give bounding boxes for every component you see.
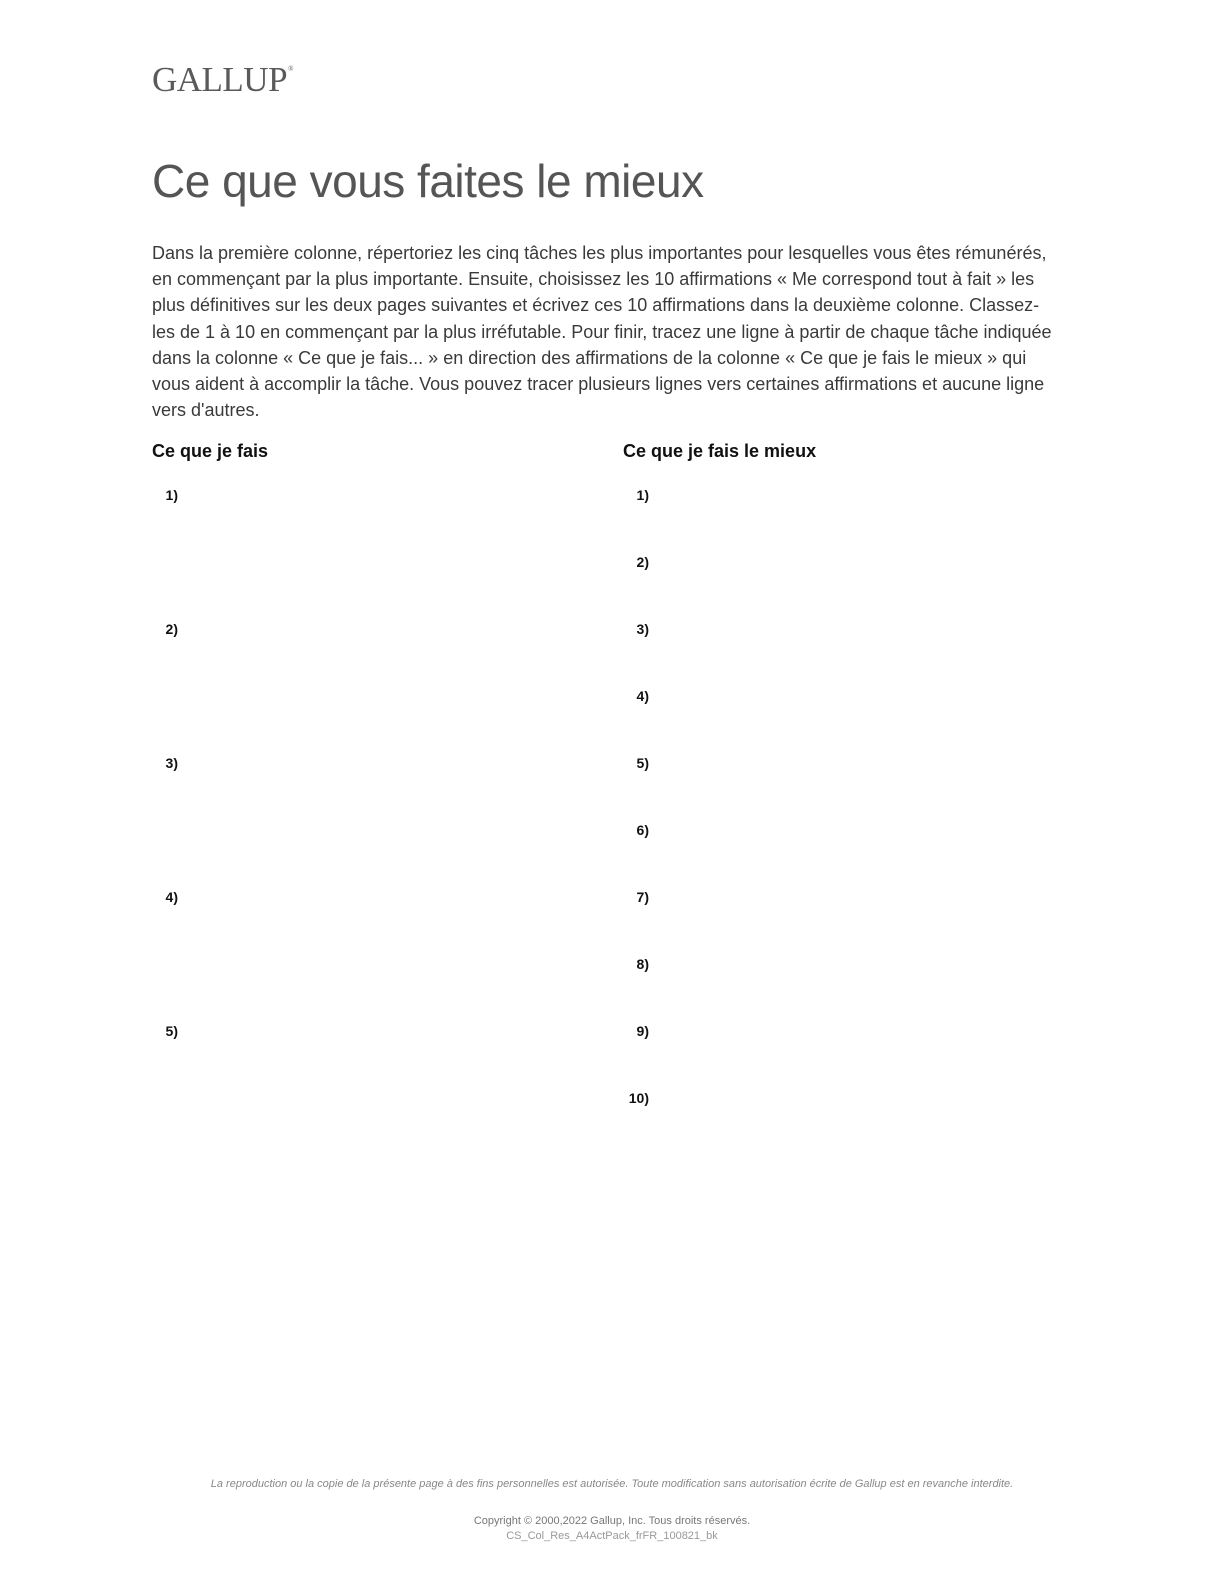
- what-i-do-number: 1): [165, 487, 178, 503]
- registered-mark: ®: [288, 65, 293, 73]
- gallup-logo: [152, 62, 293, 97]
- what-i-do-number: 3): [165, 755, 178, 771]
- reproduction-notice: La reproduction ou la copie de la présente page à des fins personnelles est autorisée. Toute modification sans autorisation écrite de Gallup est en revanche interdite.: [210, 1478, 1014, 1490]
- what-i-do-best-number: 1): [636, 487, 649, 503]
- what-i-do-best-number: 5): [636, 755, 649, 771]
- logo-text: GALLUP: [152, 60, 288, 99]
- copyright-line: Copyright © 2000,2022 Gallup, Inc. Tous droits réservés.: [473, 1515, 751, 1527]
- what-i-do-number: 5): [165, 1023, 178, 1039]
- what-i-do-best-number: 7): [636, 889, 649, 905]
- what-i-do-best-number: 8): [636, 956, 649, 972]
- document-code: CS_Col_Res_A4ActPack_frFR_100821_bk: [506, 1530, 718, 1542]
- what-i-do-number: 2): [165, 621, 178, 637]
- instructions-paragraph: Dans la première colonne, répertoriez les cinq tâches les plus importantes pour lesquelles vous êtes rémunérés, en commençant par la plus importante. Ensuite, choisissez les 10 affirmations « Me correspond tout à fait » les plus définitives sur les deux pages suivantes et écrivez ces 10 affirmations dans la deuxième colonne. Classez-les de 1 à 10 en commençant par la plus irréfutable. Pour finir, tracez une ligne à partir de chaque tâche indiquée dans la colonne « Ce que je fais... » en direction des affirmations de la colonne « Ce que je fais le mieux » qui vous aident à accomplir la tâche. Vous pouvez tracer plusieurs lignes vers certaines affirmations et aucune ligne vers d'autres.: [152, 243, 1052, 421]
- column-heading-what-i-do: Ce que je fais: [152, 441, 269, 461]
- column-heading-what-i-do-best: Ce que je fais le mieux: [623, 441, 817, 461]
- what-i-do-best-number: 10): [628, 1090, 649, 1106]
- what-i-do-best-number: 9): [636, 1023, 649, 1039]
- page-title: Ce que vous faites le mieux: [152, 155, 704, 207]
- what-i-do-best-number: 6): [636, 822, 649, 838]
- what-i-do-best-number: 4): [636, 688, 649, 704]
- what-i-do-best-number: 2): [636, 554, 649, 570]
- what-i-do-best-number: 3): [636, 621, 649, 637]
- what-i-do-number: 4): [165, 889, 178, 905]
